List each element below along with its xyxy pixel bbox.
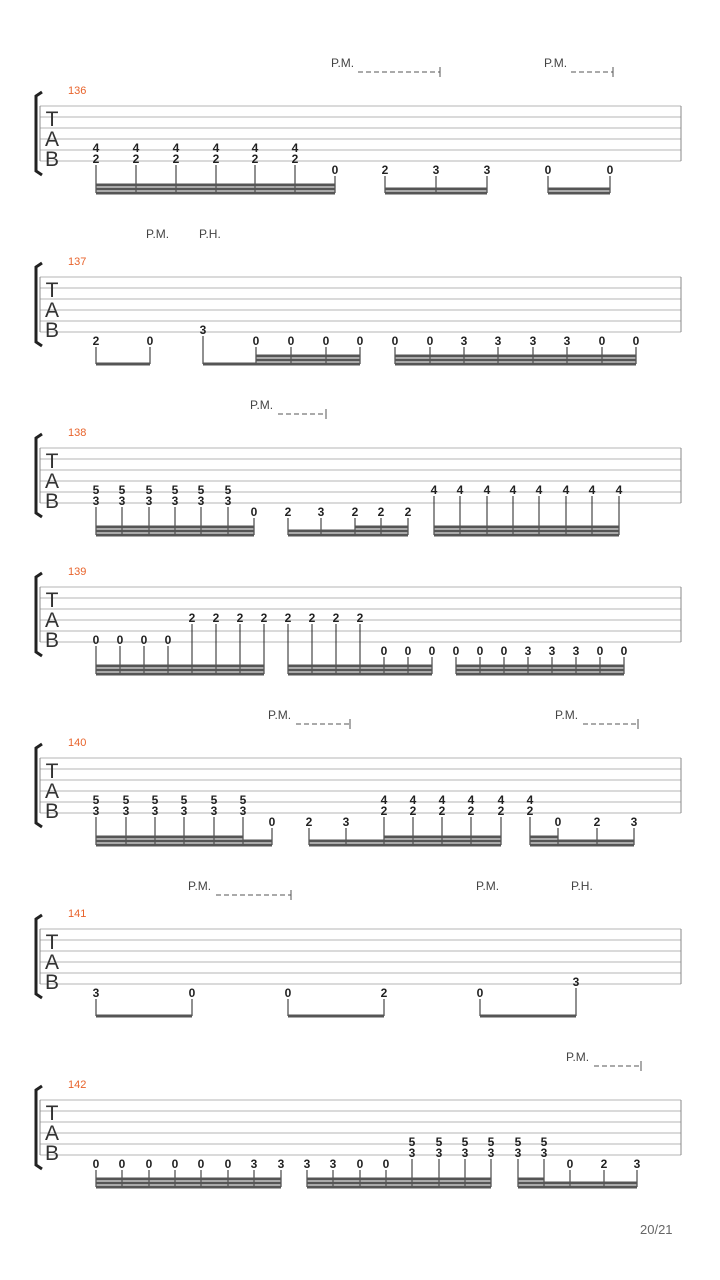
fret-number: 5 <box>171 483 179 497</box>
fret-number: 3 <box>210 804 218 818</box>
fret-number: 3 <box>303 1157 311 1171</box>
beam <box>256 359 360 362</box>
beam <box>518 1178 544 1181</box>
measure-number: 138 <box>68 427 87 439</box>
fret-number: 3 <box>460 334 468 348</box>
fret-number: 3 <box>529 334 537 348</box>
tab-clef-letter: T <box>45 108 59 131</box>
fret-number: 2 <box>380 804 388 818</box>
beam <box>256 355 360 358</box>
fret-number: 5 <box>92 483 100 497</box>
fret-number: 4 <box>483 483 491 497</box>
beam <box>307 1182 491 1185</box>
tab-clef-letter: B <box>44 148 60 171</box>
fret-number: 5 <box>435 1135 443 1149</box>
fret-number: 3 <box>122 804 130 818</box>
fret-number: 0 <box>188 986 196 1000</box>
beam <box>307 1178 491 1181</box>
fret-number: 2 <box>600 1157 608 1171</box>
tab-clef-letter: A <box>44 470 60 493</box>
fret-number: 3 <box>483 163 491 177</box>
fret-number: 2 <box>212 152 220 166</box>
tab-clef-letter: A <box>44 1122 60 1145</box>
staff-bracket <box>36 1086 42 1169</box>
fret-number: 2 <box>92 334 100 348</box>
beam <box>456 669 624 672</box>
beam <box>96 1178 281 1181</box>
fret-number: 0 <box>428 644 436 658</box>
staff-bracket <box>36 915 42 998</box>
beam <box>96 192 335 195</box>
beam <box>355 534 408 537</box>
beam <box>288 665 432 668</box>
fret-number: 2 <box>291 152 299 166</box>
beam <box>384 836 501 839</box>
fret-number: 0 <box>145 1157 153 1171</box>
fret-number: 4 <box>92 141 100 155</box>
tab-clef-letter: T <box>45 760 59 783</box>
fret-number: 4 <box>132 141 140 155</box>
beam <box>480 1015 576 1018</box>
beam <box>384 840 501 843</box>
measure-number: 136 <box>68 85 87 97</box>
technique-label: P.M. <box>146 227 170 241</box>
fret-number: 0 <box>250 505 258 519</box>
fret-number: 0 <box>404 644 412 658</box>
fret-number: 0 <box>140 633 148 647</box>
staff-bracket <box>36 263 42 346</box>
beam <box>456 673 624 676</box>
tab-clef-letter: B <box>44 629 60 652</box>
beam <box>96 530 254 533</box>
fret-number: 2 <box>351 505 359 519</box>
fret-number: 4 <box>380 793 388 807</box>
fret-number: 5 <box>210 793 218 807</box>
fret-number: 0 <box>268 815 276 829</box>
fret-number: 0 <box>284 986 292 1000</box>
fret-number: 2 <box>188 611 196 625</box>
technique-label: P.H. <box>571 879 593 893</box>
beam <box>96 184 335 187</box>
beam <box>530 836 558 839</box>
technique-label: P.M. <box>188 879 212 893</box>
tab-clef-letter: A <box>44 128 60 151</box>
fret-number: 2 <box>236 611 244 625</box>
tab-clef-letter: B <box>44 490 60 513</box>
fret-number: 2 <box>467 804 475 818</box>
beam <box>384 844 501 847</box>
fret-number: 2 <box>332 611 340 625</box>
fret-number: 0 <box>224 1157 232 1171</box>
fret-number: 0 <box>632 334 640 348</box>
beam <box>518 1182 544 1185</box>
fret-number: 0 <box>171 1157 179 1171</box>
fret-number: 0 <box>356 1157 364 1171</box>
fret-number: 0 <box>331 163 339 177</box>
fret-number: 4 <box>172 141 180 155</box>
technique-label: P.M. <box>268 708 292 722</box>
fret-number: 2 <box>380 986 388 1000</box>
measure-number: 140 <box>68 737 87 749</box>
technique-label: P.M. <box>544 56 568 70</box>
fret-number: 2 <box>497 804 505 818</box>
beam <box>288 673 432 676</box>
beam <box>96 673 264 676</box>
fret-number: 5 <box>461 1135 469 1149</box>
beam <box>96 1015 192 1018</box>
fret-number: 0 <box>598 334 606 348</box>
fret-number: 2 <box>593 815 601 829</box>
fret-number: 2 <box>356 611 364 625</box>
fret-number: 0 <box>544 163 552 177</box>
page-number: 20/21 <box>640 1222 673 1237</box>
fret-number: 2 <box>92 152 100 166</box>
fret-number: 2 <box>251 152 259 166</box>
fret-number: 2 <box>438 804 446 818</box>
fret-number: 3 <box>92 494 100 508</box>
beam <box>355 526 408 529</box>
tab-clef-letter: T <box>45 450 59 473</box>
fret-number: 3 <box>432 163 440 177</box>
fret-number: 2 <box>284 611 292 625</box>
measure-number: 141 <box>68 908 87 920</box>
fret-number: 0 <box>476 644 484 658</box>
fret-number: 3 <box>408 1146 416 1160</box>
tab-clef-letter: B <box>44 319 60 342</box>
staff-bracket <box>36 92 42 175</box>
fret-number: 4 <box>509 483 517 497</box>
fret-number: 2 <box>260 611 268 625</box>
fret-number: 0 <box>596 644 604 658</box>
fret-number: 3 <box>239 804 247 818</box>
fret-number: 0 <box>500 644 508 658</box>
technique-label: P.M. <box>555 708 579 722</box>
fret-number: 3 <box>171 494 179 508</box>
fret-number: 4 <box>430 483 438 497</box>
fret-number: 4 <box>535 483 543 497</box>
fret-number: 4 <box>615 483 623 497</box>
fret-number: 0 <box>164 633 172 647</box>
fret-number: 2 <box>381 163 389 177</box>
tab-clef-letter: A <box>44 299 60 322</box>
fret-number: 5 <box>408 1135 416 1149</box>
technique-label: P.M. <box>331 56 355 70</box>
beam <box>434 530 619 533</box>
technique-label: P.M. <box>476 879 500 893</box>
fret-number: 0 <box>452 644 460 658</box>
fret-number: 3 <box>572 975 580 989</box>
staff-bracket <box>36 744 42 827</box>
fret-number: 2 <box>172 152 180 166</box>
beam <box>96 188 335 191</box>
technique-label: P.H. <box>199 227 221 241</box>
fret-number: 2 <box>377 505 385 519</box>
fret-number: 0 <box>197 1157 205 1171</box>
beam <box>434 534 619 537</box>
beam <box>96 665 264 668</box>
beam <box>96 669 264 672</box>
beam <box>385 188 487 191</box>
beam <box>96 840 243 843</box>
fret-number: 0 <box>382 1157 390 1171</box>
beam <box>385 192 487 195</box>
fret-number: 4 <box>409 793 417 807</box>
fret-number: 0 <box>146 334 154 348</box>
fret-number: 3 <box>524 644 532 658</box>
fret-number: 0 <box>116 633 124 647</box>
fret-number: 5 <box>122 793 130 807</box>
beam <box>530 844 558 847</box>
fret-number: 4 <box>526 793 534 807</box>
fret-number: 0 <box>287 334 295 348</box>
beam <box>355 530 408 533</box>
fret-number: 2 <box>132 152 140 166</box>
tab-clef-letter: B <box>44 1142 60 1165</box>
fret-number: 0 <box>322 334 330 348</box>
beam <box>548 192 610 195</box>
staff-bracket <box>36 573 42 656</box>
fret-number: 0 <box>92 633 100 647</box>
fret-number: 3 <box>151 804 159 818</box>
fret-number: 5 <box>92 793 100 807</box>
fret-number: 3 <box>118 494 126 508</box>
beam <box>288 669 432 672</box>
beam <box>395 363 636 366</box>
tab-clef-letter: T <box>45 931 59 954</box>
beam <box>434 526 619 529</box>
fret-number: 4 <box>291 141 299 155</box>
technique-label: P.M. <box>250 398 274 412</box>
fret-number: 3 <box>487 1146 495 1160</box>
fret-number: 3 <box>92 804 100 818</box>
beam <box>395 359 636 362</box>
fret-number: 5 <box>239 793 247 807</box>
fret-number: 2 <box>526 804 534 818</box>
fret-number: 3 <box>145 494 153 508</box>
fret-number: 0 <box>356 334 364 348</box>
technique-label: P.M. <box>566 1050 590 1064</box>
fret-number: 3 <box>630 815 638 829</box>
measure-number: 139 <box>68 566 87 578</box>
fret-number: 0 <box>92 1157 100 1171</box>
fret-number: 3 <box>180 804 188 818</box>
fret-number: 2 <box>404 505 412 519</box>
fret-number: 3 <box>633 1157 641 1171</box>
fret-number: 0 <box>380 644 388 658</box>
fret-number: 2 <box>305 815 313 829</box>
beam <box>96 526 254 529</box>
fret-number: 3 <box>540 1146 548 1160</box>
fret-number: 2 <box>284 505 292 519</box>
fret-number: 0 <box>118 1157 126 1171</box>
fret-number: 3 <box>514 1146 522 1160</box>
beam <box>96 1182 281 1185</box>
fret-number: 3 <box>329 1157 337 1171</box>
fret-number: 3 <box>317 505 325 519</box>
beam <box>96 363 150 366</box>
fret-number: 0 <box>554 815 562 829</box>
fret-number: 2 <box>212 611 220 625</box>
tab-clef-letter: A <box>44 780 60 803</box>
tab-clef-letter: T <box>45 279 59 302</box>
fret-number: 3 <box>494 334 502 348</box>
tab-clef-letter: A <box>44 951 60 974</box>
beam <box>96 836 243 839</box>
fret-number: 4 <box>438 793 446 807</box>
fret-number: 0 <box>566 1157 574 1171</box>
fret-number: 5 <box>224 483 232 497</box>
fret-number: 3 <box>342 815 350 829</box>
tab-clef-letter: A <box>44 609 60 632</box>
fret-number: 2 <box>308 611 316 625</box>
fret-number: 3 <box>461 1146 469 1160</box>
fret-number: 5 <box>145 483 153 497</box>
fret-number: 5 <box>197 483 205 497</box>
fret-number: 0 <box>476 986 484 1000</box>
measure-number: 137 <box>68 256 87 268</box>
fret-number: 3 <box>563 334 571 348</box>
beam <box>96 1186 281 1189</box>
fret-number: 4 <box>467 793 475 807</box>
beam <box>96 534 254 537</box>
fret-number: 3 <box>199 323 207 337</box>
fret-number: 3 <box>548 644 556 658</box>
tab-clef-letter: T <box>45 1102 59 1125</box>
measure-number: 142 <box>68 1079 87 1091</box>
fret-number: 4 <box>497 793 505 807</box>
fret-number: 3 <box>92 986 100 1000</box>
fret-number: 5 <box>487 1135 495 1149</box>
tab-clef-letter: B <box>44 800 60 823</box>
beam <box>456 665 624 668</box>
staff-bracket <box>36 434 42 517</box>
beam <box>530 840 558 843</box>
tab-clef-letter: T <box>45 589 59 612</box>
fret-number: 5 <box>180 793 188 807</box>
fret-number: 0 <box>426 334 434 348</box>
fret-number: 2 <box>409 804 417 818</box>
beam <box>307 1186 491 1189</box>
fret-number: 5 <box>151 793 159 807</box>
fret-number: 4 <box>212 141 220 155</box>
fret-number: 3 <box>197 494 205 508</box>
fret-number: 4 <box>588 483 596 497</box>
fret-number: 0 <box>252 334 260 348</box>
fret-number: 3 <box>250 1157 258 1171</box>
fret-number: 3 <box>224 494 232 508</box>
beam <box>518 1186 544 1189</box>
beam <box>288 1015 384 1018</box>
fret-number: 0 <box>620 644 628 658</box>
fret-number: 0 <box>606 163 614 177</box>
beam <box>256 363 360 366</box>
fret-number: 4 <box>251 141 259 155</box>
fret-number: 5 <box>118 483 126 497</box>
fret-number: 3 <box>572 644 580 658</box>
beam <box>96 844 243 847</box>
tab-clef-letter: B <box>44 971 60 994</box>
fret-number: 3 <box>435 1146 443 1160</box>
fret-number: 4 <box>562 483 570 497</box>
fret-number: 5 <box>540 1135 548 1149</box>
beam <box>548 188 610 191</box>
fret-number: 4 <box>456 483 464 497</box>
fret-number: 5 <box>514 1135 522 1149</box>
fret-number: 3 <box>277 1157 285 1171</box>
beam <box>395 355 636 358</box>
fret-number: 0 <box>391 334 399 348</box>
